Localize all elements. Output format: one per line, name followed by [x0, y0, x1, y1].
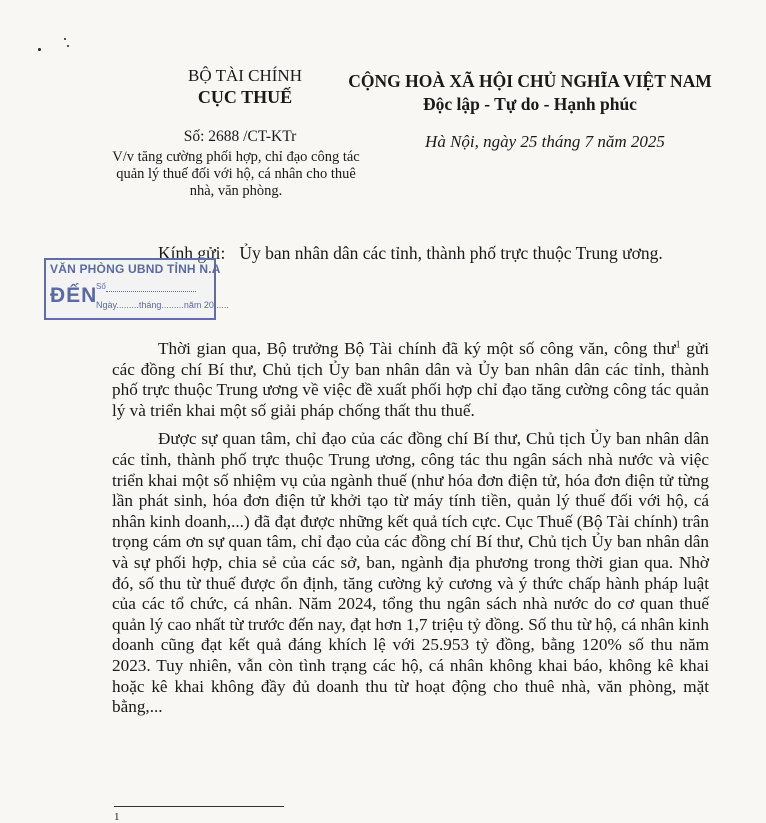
ministry-name: BỘ TÀI CHÍNH [188, 66, 302, 85]
issuer-block [150, 66, 340, 108]
salutation-label: Kính gửi: [158, 243, 226, 263]
received-stamp [44, 258, 229, 320]
department-name: CỤC THUẾ [197, 87, 293, 107]
national-heading [340, 70, 720, 116]
salutation [158, 243, 663, 264]
footnote-divider [114, 806, 284, 807]
paragraph-1-text: Thời gian qua, Bộ trưởng Bộ Tài chính đã ký một số công văn, công thư [158, 339, 676, 358]
country-name: CỘNG HOÀ XÃ HỘI CHỦ NGHĨA VIỆT NAM [348, 71, 712, 91]
footnote-mark: 1 [114, 811, 120, 823]
scan-speck [38, 48, 41, 51]
letter-body [112, 339, 709, 718]
document-number: Số: 2688 /CT-KTr [183, 128, 297, 145]
date-place: Hà Nội, ngày 25 tháng 7 năm 2025 [425, 132, 665, 151]
paragraph-1 [112, 339, 709, 421]
stamp-date-line: Ngày.........tháng.........năm 20...... [96, 300, 229, 310]
footnote-reference: 1 [675, 339, 681, 351]
salutation-recipient: Ủy ban nhân dân các tỉnh, thành phố trực thuộc Trung ương. [239, 243, 663, 263]
stamp-number-label: Số [96, 282, 106, 291]
stamp-office: VĂN PHÒNG UBND TỈNH N.A [50, 262, 221, 276]
scan-speck [64, 38, 66, 40]
scan-speck [67, 45, 69, 47]
stamp-number-line [106, 291, 196, 292]
document-subject: V/v tăng cường phối hợp, chỉ đạo công tác quản lý thuế đối với hộ, cá nhân cho thuê nhà, văn phòng. [112, 149, 360, 199]
paragraph-2: Được sự quan tâm, chỉ đạo của các đồng chí Bí thư, Chủ tịch Ủy ban nhân dân các tỉnh, thành phố trực thuộc Trung ương, công tác thu ngân sách nhà nước và việc triển khai một số nhiệm vụ của ngành thuế (như hóa đơn điện tử, hóa đơn điện tử từng lần phát sinh, hóa đơn điện tử khởi tạo từ máy tính tiền, quản lý thuế đối với hộ, cá nhân kinh doanh,...) đã đạt được những kết quả tích cực. Cục Thuế (Bộ Tài chính) trân trọng cám ơn sự quan tâm, chỉ đạo của các đồng chí Bí thư, Chủ tịch Ủy ban nhân dân và sự phối hợp, chia sẻ của các sở, ban, ngành địa phương trong thời gian qua. Nhờ đó, số thu từ thuế được ổn định, tăng cường kỷ cương và ý thức chấp hành pháp luật của các tổ chức, cá nhân. Năm 2024, tổng thu ngân sách nhà nước do cơ quan thuế quản lý cao nhất từ trước đến nay, đạt hơn 1,7 triệu tỷ đồng. Số thu từ hộ, cá nhân kinh doanh cũng đạt kết quả đáng khích lệ với 25.953 tỷ đồng, bằng 120% số thu năm 2023. Tuy nhiên, vẫn còn tình trạng các hộ, cá nhân không khai báo, không kê khai hoặc kê khai không đầy đủ doanh thu từ hoạt động cho thuê nhà, văn phòng, mặt bằng,... [112, 429, 709, 717]
national-motto: Độc lập - Tự do - Hạnh phúc [423, 94, 637, 114]
stamp-arrived: ĐẾN [50, 284, 98, 307]
paragraph-1-continued: gửi các đồng chí Bí thư, Chủ tịch Ủy ban nhân dân và Ủy ban nhân dân các tỉnh, thành phố trực thuộc Trung ương về việc đề xuất phối hợp chỉ đạo tăng cường công tác quản lý và triển khai một số giải pháp chống thất thu thuế. [112, 339, 709, 420]
